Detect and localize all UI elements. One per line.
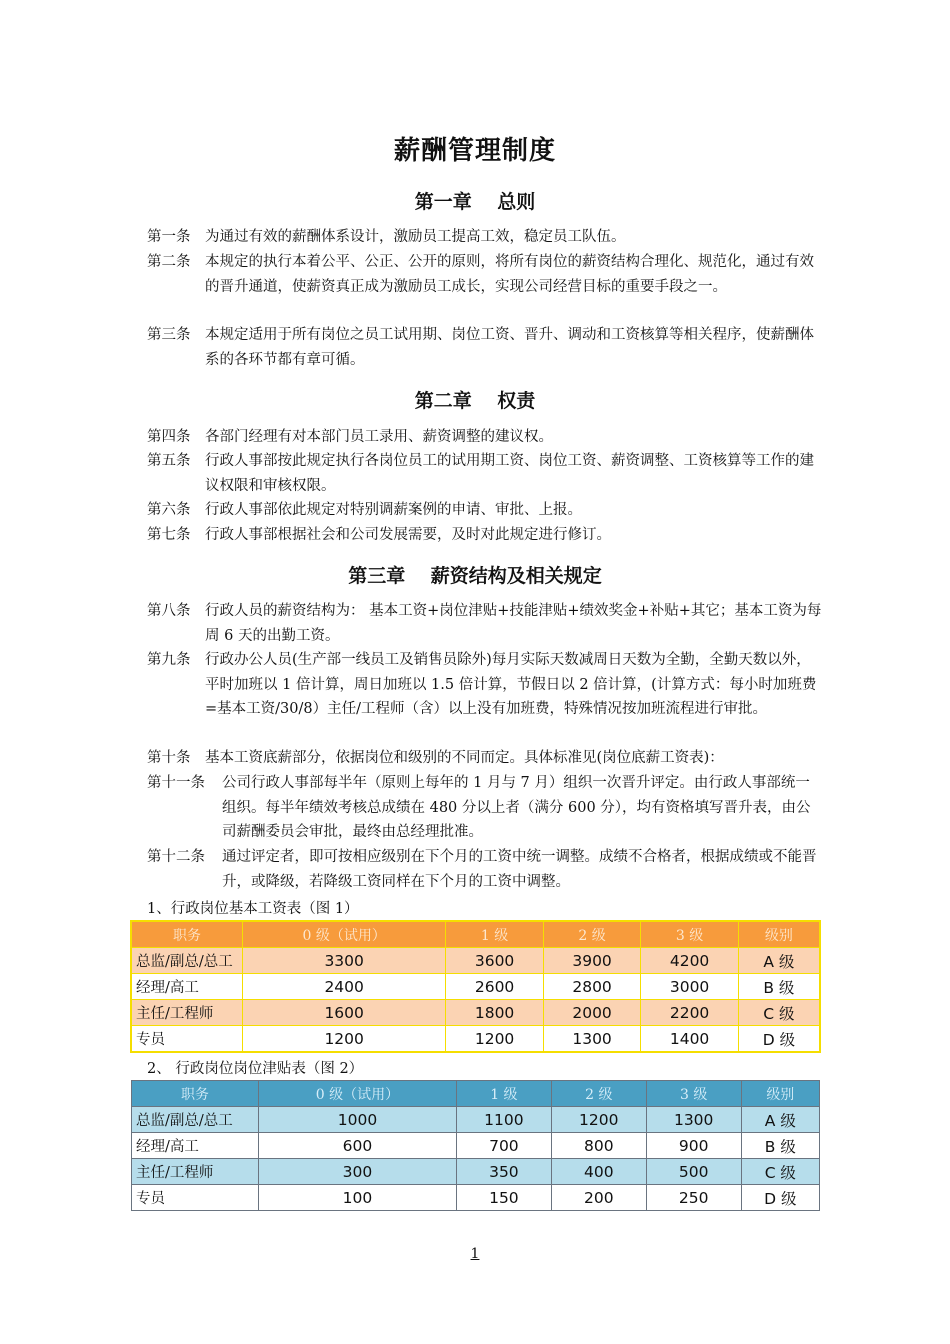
article-text: 本规定适用于所有岗位之员工试用期、岗位工资、晋升、调动和工资核算等相关程序，使薪酬体系的各环节都有章可循。 bbox=[205, 327, 814, 368]
table-cell: D 级 bbox=[741, 1185, 819, 1211]
article-label: 第十二条 bbox=[147, 849, 205, 865]
table-cell: 2800 bbox=[543, 974, 641, 1000]
table-cell: 经理/高工 bbox=[132, 1133, 259, 1159]
table-cell: 1600 bbox=[243, 1000, 446, 1026]
table-row bbox=[131, 1026, 820, 1053]
table-cell: 100 bbox=[259, 1185, 457, 1211]
table-header-cell: 职务 bbox=[132, 1081, 259, 1107]
table-header-cell: 1 级 bbox=[446, 921, 544, 948]
table-cell: B 级 bbox=[741, 1133, 819, 1159]
table-cell: 总监/副总/总工 bbox=[132, 1107, 259, 1133]
table-header-cell: 1 级 bbox=[456, 1081, 551, 1107]
article-text: 各部门经理有对本部门员工录用、薪资调整的建议权。 bbox=[205, 429, 553, 445]
article-label: 第九条 bbox=[147, 652, 191, 668]
table-row bbox=[131, 974, 820, 1000]
table-cell: 900 bbox=[646, 1133, 741, 1159]
article-text: 行政人事部依此规定对特别调薪案例的申请、审批、上报。 bbox=[205, 502, 582, 518]
article-text: 为通过有效的薪酬体系设计，激励员工提高工效，稳定员工队伍。 bbox=[205, 229, 626, 245]
table-cell: 1300 bbox=[543, 1026, 641, 1053]
table-header-cell: 3 级 bbox=[646, 1081, 741, 1107]
table-cell: 经理/高工 bbox=[131, 974, 243, 1000]
table-cell: 2400 bbox=[243, 974, 446, 1000]
chapter-heading: 第一章 总则 bbox=[414, 191, 536, 213]
article-label: 第七条 bbox=[147, 527, 191, 543]
table-cell: 1800 bbox=[446, 1000, 544, 1026]
table-cell: A 级 bbox=[738, 948, 820, 974]
table-header-cell: 0 级（试用） bbox=[259, 1081, 457, 1107]
table-row bbox=[131, 948, 820, 974]
article bbox=[147, 523, 822, 548]
table-cell: 600 bbox=[259, 1133, 457, 1159]
article bbox=[147, 323, 822, 372]
table-cell: B 级 bbox=[738, 974, 820, 1000]
table-cell: 1200 bbox=[551, 1107, 646, 1133]
table-cell: 150 bbox=[456, 1185, 551, 1211]
article-text: 本规定的执行本着公平、公正、公开的原则，将所有岗位的薪资结构合理化、规范化，通过有效的晋升通道，使薪资真正成为激励员工成长，实现公司经营目标的重要手段之一。 bbox=[205, 254, 814, 295]
table-cell: 800 bbox=[551, 1133, 646, 1159]
table-cell: 300 bbox=[259, 1159, 457, 1185]
document-title: 薪酬管理制度 bbox=[393, 136, 556, 166]
table-cell: 3900 bbox=[543, 948, 641, 974]
article-text: 行政人事部按此规定执行各岗位员工的试用期工资、岗位工资、薪资调整、工资核算等工作的建议权限和审核权限。 bbox=[205, 453, 814, 494]
table-cell: D 级 bbox=[738, 1026, 820, 1053]
article bbox=[147, 250, 822, 299]
article-text: 行政人员的薪资结构为： 基本工资+岗位津贴+技能津贴+绩效奖金+补贴+其它；基本工资为每周 6 天的出勤工资。 bbox=[205, 603, 822, 644]
position-allowance-table bbox=[131, 1080, 820, 1211]
table-cell: 500 bbox=[646, 1159, 741, 1185]
basic-salary-table bbox=[130, 920, 821, 1053]
table-cell: 250 bbox=[646, 1185, 741, 1211]
table-header-row bbox=[131, 921, 820, 948]
article-label: 第十一条 bbox=[147, 775, 205, 791]
table-cell: 主任/工程师 bbox=[132, 1159, 259, 1185]
article bbox=[147, 845, 822, 894]
table-header-cell: 2 级 bbox=[543, 921, 641, 948]
table-header-row bbox=[132, 1081, 820, 1107]
table-cell: 3600 bbox=[446, 948, 544, 974]
table-cell: C 级 bbox=[738, 1000, 820, 1026]
table-cell: 3000 bbox=[641, 974, 739, 1000]
table-cell: 200 bbox=[551, 1185, 646, 1211]
article bbox=[147, 771, 822, 845]
table-cell: 专员 bbox=[131, 1026, 243, 1053]
table-cell: 400 bbox=[551, 1159, 646, 1185]
table-cell: 专员 bbox=[132, 1185, 259, 1211]
table-header-cell: 0 级（试用） bbox=[243, 921, 446, 948]
page-number bbox=[0, 1246, 950, 1262]
chapter-heading: 第三章 薪资结构及相关规定 bbox=[348, 565, 602, 587]
table-cell: 2000 bbox=[543, 1000, 641, 1026]
table-cell: 1400 bbox=[641, 1026, 739, 1053]
article bbox=[147, 425, 822, 450]
table-header-cell: 职务 bbox=[131, 921, 243, 948]
table-cell: 700 bbox=[456, 1133, 551, 1159]
table-cell: 2600 bbox=[446, 974, 544, 1000]
table-caption: 2、 行政岗位岗位津贴表（图 2） bbox=[147, 1061, 364, 1077]
table-header-cell: 级别 bbox=[738, 921, 820, 948]
article-text: 基本工资底薪部分，依据岗位和级别的不同而定。具体标准见(岗位底薪工资表)： bbox=[205, 750, 724, 766]
table-header-cell: 2 级 bbox=[551, 1081, 646, 1107]
article-text: 行政人事部根据社会和公司发展需要，及时对此规定进行修订。 bbox=[205, 527, 611, 543]
table-cell: 3300 bbox=[243, 948, 446, 974]
table-header-cell: 3 级 bbox=[641, 921, 739, 948]
table-cell: 1000 bbox=[259, 1107, 457, 1133]
table-cell: C 级 bbox=[741, 1159, 819, 1185]
article-label: 第五条 bbox=[147, 453, 191, 469]
table-cell: 1200 bbox=[446, 1026, 544, 1053]
table-cell: 主任/工程师 bbox=[131, 1000, 243, 1026]
table-cell: 1300 bbox=[646, 1107, 741, 1133]
article-label: 第一条 bbox=[147, 229, 191, 245]
article-label: 第六条 bbox=[147, 502, 191, 518]
article-label: 第十条 bbox=[147, 750, 191, 766]
table-cell: 350 bbox=[456, 1159, 551, 1185]
table-cell: 总监/副总/总工 bbox=[131, 948, 243, 974]
article-label: 第三条 bbox=[147, 327, 191, 343]
article-label: 第二条 bbox=[147, 254, 191, 270]
table-cell: 1200 bbox=[243, 1026, 446, 1053]
page-number-text: 1 bbox=[470, 1246, 480, 1262]
article bbox=[147, 599, 822, 648]
article bbox=[147, 746, 822, 771]
table-caption: 1、行政岗位基本工资表（图 1） bbox=[147, 901, 359, 917]
article-text: 通过评定者，即可按相应级别在下个月的工资中统一调整。成绩不合格者，根据成绩或不能晋升，或降级，若降级工资同样在下个月的工资中调整。 bbox=[222, 849, 817, 890]
article bbox=[147, 648, 822, 722]
table-cell: 1100 bbox=[456, 1107, 551, 1133]
article bbox=[147, 449, 822, 498]
table-cell: A 级 bbox=[741, 1107, 819, 1133]
article bbox=[147, 498, 822, 523]
article-text: 公司行政人事部每半年（原则上每年的 1 月与 7 月）组织一次晋升评定。由行政人事部统一组织。每半年绩效考核总成绩在 480 分以上者（满分 600 分），均有资格填写晋升表，由公司薪酬委员会审批，最终由总经理批准。 bbox=[222, 775, 811, 840]
article-label: 第八条 bbox=[147, 603, 191, 619]
table-row bbox=[131, 1000, 820, 1026]
table-row bbox=[132, 1185, 820, 1211]
table-row bbox=[132, 1159, 820, 1185]
table-cell: 4200 bbox=[641, 948, 739, 974]
chapter-heading: 第二章 权责 bbox=[414, 390, 536, 412]
article-text: 行政办公人员(生产部一线员工及销售员除外)每月实际天数减周日天数为全勤，全勤天数以外，平时加班以 1 倍计算，周日加班以 1.5 倍计算，节假日以 2 倍计算，(计算方式：每小时加班费=基本工资/30/8）主任/工程师（含）以上没有加班费，特殊情况按加班流程进行审批。 bbox=[205, 652, 817, 717]
table-row bbox=[132, 1107, 820, 1133]
table-cell: 2200 bbox=[641, 1000, 739, 1026]
article-label: 第四条 bbox=[147, 429, 191, 445]
article bbox=[147, 225, 822, 250]
table-header-cell: 级别 bbox=[741, 1081, 819, 1107]
table-row bbox=[132, 1133, 820, 1159]
